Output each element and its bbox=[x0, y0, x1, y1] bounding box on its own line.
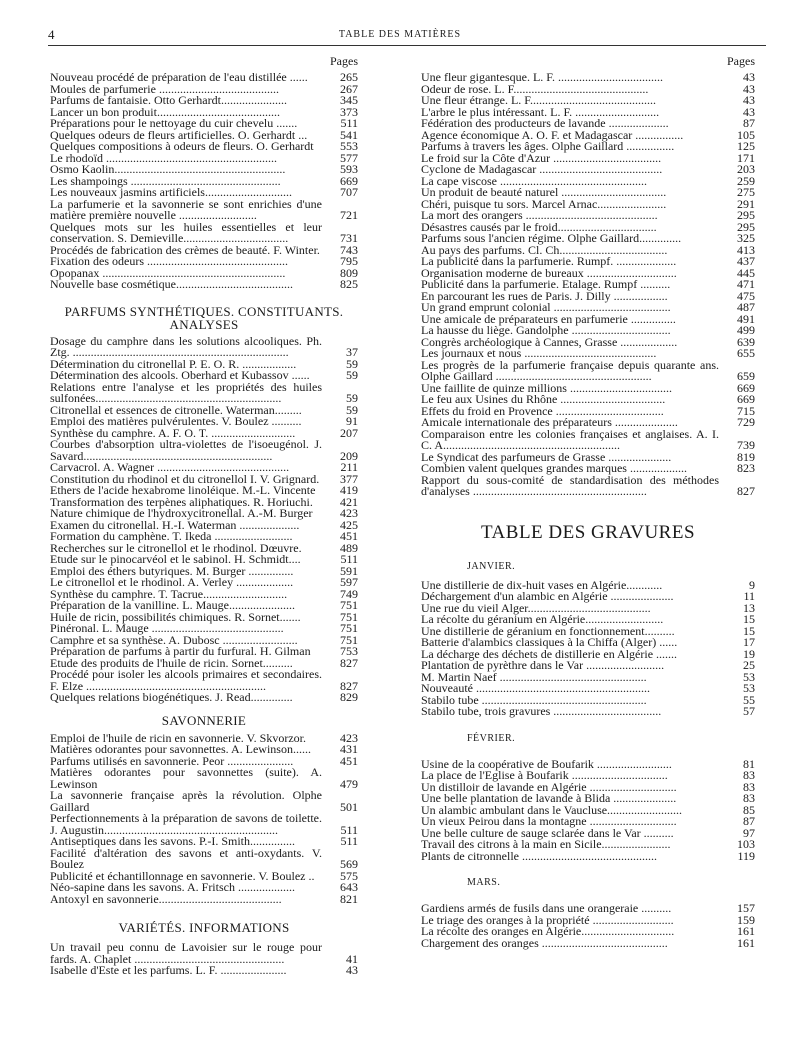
section-title-parfums-synthetiques: PARFUMS SYNTHÉTIQUES. CONSTITUANTS. ANALYSES bbox=[64, 303, 344, 332]
entry-title: Une belle culture de sauge sclarée dans le Var .......... bbox=[421, 825, 674, 840]
entry-title: Quelques compositions à odeurs de fleurs. O. Gerhardt bbox=[50, 139, 314, 153]
entry-title: Pinéronal. L. Mauge ............................................ bbox=[50, 621, 284, 635]
toc-entry bbox=[421, 848, 755, 863]
entry-title: Les journaux et nous ............................................ bbox=[421, 346, 657, 360]
header-rule bbox=[48, 45, 766, 46]
entry-title: Synthèse du camphre. A. F. O. T. ............................ bbox=[50, 425, 296, 440]
entry-page-number: 445 bbox=[737, 265, 755, 280]
entry-page-number: 295 bbox=[737, 219, 755, 234]
entry-page-number: 639 bbox=[737, 334, 755, 349]
entry-title: Organisation moderne de bureaux .............................. bbox=[421, 265, 677, 280]
entry-page-number: 431 bbox=[340, 742, 358, 756]
entry-title: Parfums à travers les âges. Olphe Gaillard ................ bbox=[421, 139, 675, 153]
entry-title: Huile de ricin, possibilités chimiques. R. Sornet....... bbox=[50, 609, 301, 624]
entry-title: Ethers de l'acide hexabrome linoléique. M.-L. Vincente bbox=[50, 483, 316, 497]
section-title-savonnerie: SAVONNERIE bbox=[161, 712, 247, 728]
entry-page-number: 425 bbox=[340, 517, 358, 532]
entry-title: Préparation de parfums à partir du furfural. H. Gilman bbox=[50, 644, 311, 658]
toc-entry bbox=[50, 942, 358, 965]
entry-page-number: 325 bbox=[737, 231, 755, 245]
toc-list bbox=[421, 903, 755, 949]
entry-page-number: 119 bbox=[737, 848, 755, 863]
entry-title: Formation du camphène. T. Ikeda .......................... bbox=[50, 529, 293, 543]
entry-page-number: 593 bbox=[340, 162, 358, 176]
entry-page-number: 729 bbox=[737, 415, 755, 429]
table-des-gravures-title: TABLE DES GRAVURES bbox=[480, 521, 696, 543]
entry-title: Désastres causés par le froid................................. bbox=[421, 219, 657, 234]
entry-page-number: 451 bbox=[340, 529, 358, 543]
entry-page-number: 87 bbox=[743, 116, 755, 130]
entry-page-number: 265 bbox=[340, 70, 358, 84]
entry-title: Plantation de pyrèthre dans le Var .......................... bbox=[421, 658, 665, 672]
entry-title: Courbes d'absorption ultra-violettes de l'isoeugénol. J. Savard............................................................... bbox=[50, 437, 322, 463]
entry-page-number: 43 bbox=[743, 93, 755, 107]
entry-title: Procédés de fabrication des crèmes de beauté. F. Winter. bbox=[50, 242, 320, 257]
entry-page-number: 499 bbox=[737, 323, 755, 337]
entry-title: Matières odorantes pour savonnettes (suite). A. Lewinson bbox=[50, 765, 322, 791]
entry-title: Plants de citronnelle ............................................. bbox=[421, 848, 657, 863]
entry-page-number: 43 bbox=[743, 104, 755, 119]
entry-page-number: 511 bbox=[340, 552, 358, 566]
toc-entry bbox=[50, 790, 358, 813]
entry-title: La décharge des déchets de distillerie en Algérie ....... bbox=[421, 646, 678, 661]
toc-list bbox=[50, 72, 358, 291]
entry-title: Publicité dans la parfumerie. Etalage. Rumpf .......... bbox=[421, 277, 671, 291]
entry-page-number: 643 bbox=[340, 880, 358, 894]
entry-title: Chéri, puisque tu sors. Marcel Arnac....................... bbox=[421, 196, 667, 211]
entry-title: La publicité dans la parfumerie. Rumpf. .................... bbox=[421, 254, 677, 268]
entry-page-number: 419 bbox=[340, 483, 358, 497]
entry-title: Moules de parfumerie ........................................ bbox=[50, 81, 279, 96]
entry-title: Carvacrol. A. Wagner ............................................ bbox=[50, 460, 290, 474]
toc-entry bbox=[50, 439, 358, 462]
entry-page-number: 743 bbox=[340, 242, 358, 257]
toc-list bbox=[50, 333, 358, 704]
entry-page-number: 171 bbox=[737, 150, 755, 165]
entry-page-number: 715 bbox=[737, 403, 755, 418]
entry-title: Opopanax ............................................................. bbox=[50, 265, 286, 280]
entry-page-number: 413 bbox=[737, 242, 755, 257]
entry-page-number: 59 bbox=[346, 356, 358, 371]
entry-title: Un alambic ambulant dans le Vaucluse......................... bbox=[421, 802, 683, 817]
entry-page-number: 295 bbox=[737, 208, 755, 222]
entry-title: Une distillerie de dix-huit vases en Algérie............ bbox=[421, 577, 663, 592]
entry-title: Fédération des producteurs de lavande .................... bbox=[421, 116, 669, 130]
toc-entry bbox=[50, 379, 358, 405]
entry-title: Nouvelle base cosmétique....................................... bbox=[50, 277, 293, 291]
entry-page-number: 827 bbox=[737, 484, 755, 498]
entry-page-number: 275 bbox=[737, 185, 755, 199]
entry-title: Une amicale de préparateurs en parfumerie ............... bbox=[421, 311, 676, 326]
entry-page-number: 437 bbox=[737, 254, 755, 268]
month-heading-mars: MARS. bbox=[467, 877, 501, 888]
entry-page-number: 53 bbox=[743, 681, 755, 695]
entry-page-number: 821 bbox=[340, 891, 358, 906]
entry-title: Procédé pour isoler les alcools primaires et secondaires. F. Elze ............................................................ bbox=[50, 667, 322, 693]
toc-entry bbox=[50, 813, 358, 836]
entry-title: Stabilo tube ....................................................... bbox=[421, 692, 647, 707]
entry-page-number: 209 bbox=[340, 448, 358, 463]
entry-title: Citronellal et essences de citronelle. Waterman......... bbox=[50, 402, 302, 417]
entry-page-number: 87 bbox=[743, 814, 755, 828]
entry-title: Constitution du rhodinol et du citronellol I. V. Grignard. bbox=[50, 471, 320, 486]
entry-page-number: 105 bbox=[737, 127, 755, 142]
entry-title: Une faillite de quinze millions .................................. bbox=[421, 380, 672, 395]
entry-title: Préparations pour le nettoyage du cuir chevelu ....... bbox=[50, 116, 298, 130]
entry-title: Nouveauté .......................................................... bbox=[421, 681, 650, 695]
entry-title: Gardiens armés de fusils dans une orangeraie .......... bbox=[421, 901, 672, 915]
entry-title: La savonnerie française après la révolution. Olphe Gaillard bbox=[50, 788, 322, 814]
entry-title: Combien valent quelques grandes marques ................... bbox=[421, 461, 687, 475]
entry-page-number: 15 bbox=[743, 612, 755, 626]
entry-title: Un distilloir de lavande en Algérie ............................. bbox=[421, 779, 677, 794]
entry-title: Au pays des parfums. Cl. Ch.................................... bbox=[421, 242, 668, 257]
entry-title: La parfumerie et la savonnerie se sont enrichies d'une matière première nouvelle .......................... bbox=[50, 196, 322, 222]
entry-page-number: 825 bbox=[340, 277, 358, 291]
entry-title: Néo-sapine dans les savons. A. Fritsch ................... bbox=[50, 880, 295, 894]
entry-page-number: 97 bbox=[743, 825, 755, 840]
entry-page-number: 569 bbox=[340, 857, 358, 871]
entry-title: En parcourant les rues de Paris. J. Dilly .................. bbox=[421, 288, 668, 303]
toc-entry bbox=[421, 706, 755, 718]
entry-title: Une distillerie de géranium en fonctionnement.......... bbox=[421, 623, 675, 638]
toc-entry bbox=[50, 692, 358, 704]
entry-page-number: 749 bbox=[340, 586, 358, 601]
entry-page-number: 575 bbox=[340, 868, 358, 883]
entry-title: Lancer un bon produit......................................... bbox=[50, 104, 280, 119]
entry-title: Agence économique A. O. F. et Madagascar ................ bbox=[421, 127, 684, 142]
entry-title: M. Martin Naef ................................................. bbox=[421, 669, 647, 684]
entry-title: Une belle plantation de lavande à Blida ..................... bbox=[421, 791, 677, 805]
entry-title: La récolte du géranium en Algérie.......................... bbox=[421, 612, 664, 626]
entry-title: Transformation des terpènes aliphatiques. R. Horiuchi. bbox=[50, 494, 313, 509]
entry-title: Effets du froid en Provence .................................... bbox=[421, 403, 664, 418]
entry-page-number: 471 bbox=[737, 277, 755, 291]
entry-title: Stabilo tube, trois gravures .................................... bbox=[421, 704, 662, 718]
entry-page-number: 203 bbox=[737, 162, 755, 176]
right-column bbox=[421, 54, 755, 949]
page-number: 4 bbox=[48, 27, 55, 42]
toc-list bbox=[421, 577, 755, 718]
entry-title: Déchargement d'un alambic en Algérie ..................... bbox=[421, 589, 674, 603]
entry-title: Détermination des alcools. Oberhard et Kubassov ...... bbox=[50, 368, 310, 382]
entry-title: La place de l'Eglise à Boufarik ................................ bbox=[421, 768, 668, 782]
entry-page-number: 591 bbox=[340, 563, 358, 578]
entry-page-number: 13 bbox=[743, 600, 755, 615]
entry-page-number: 373 bbox=[340, 104, 358, 119]
entry-page-number: 159 bbox=[737, 912, 755, 927]
entry-page-number: 377 bbox=[340, 471, 358, 486]
entry-title: Quelques odeurs de fleurs artificielles. O. Gerhardt ... bbox=[50, 127, 308, 142]
entry-page-number: 541 bbox=[340, 127, 358, 142]
entry-title: Chargement des oranges .......................................... bbox=[421, 935, 668, 950]
entry-title: Le citronellol et le rhodinol. A. Verley ................... bbox=[50, 575, 294, 589]
entry-page-number: 489 bbox=[340, 540, 358, 555]
entry-title: Une fleur étrange. L. F.......................................... bbox=[421, 93, 656, 107]
entry-title: Un vieux Peirou dans la montagne ............................. bbox=[421, 814, 677, 828]
entry-title: Le Syndicat des parfumeurs de Grasse ..................... bbox=[421, 449, 672, 464]
toc-list bbox=[50, 942, 358, 977]
entry-title: Examen du citronellal. H.-I. Waterman .................... bbox=[50, 517, 300, 532]
entry-page-number: 267 bbox=[340, 81, 358, 96]
entry-page-number: 53 bbox=[743, 669, 755, 684]
entry-page-number: 479 bbox=[340, 776, 358, 791]
section-title-varietes: VARIÉTÉS. INFORMATIONS bbox=[118, 920, 290, 935]
entry-page-number: 59 bbox=[346, 368, 358, 382]
entry-title: Antiseptiques dans les savons. P.-I. Smith............... bbox=[50, 834, 295, 848]
entry-page-number: 211 bbox=[340, 460, 358, 474]
entry-title: Fixation des odeurs ............................................... bbox=[50, 254, 288, 268]
entry-title: Batterie d'alambics classiques à la Chiffa (Alger) ...... bbox=[421, 635, 678, 649]
toc-entry bbox=[50, 219, 358, 245]
entry-title: Travail des citrons à la main en Sicile....................... bbox=[421, 837, 671, 851]
entry-page-number: 655 bbox=[737, 346, 755, 360]
entry-page-number: 751 bbox=[340, 598, 358, 612]
toc-entry bbox=[421, 357, 755, 383]
toc-entry bbox=[50, 279, 358, 291]
entry-title: Les nouveaux jasmins artificiels............................. bbox=[50, 185, 292, 199]
entry-title: Emploi des matières pulvérulentes. V. Boulez .......... bbox=[50, 414, 302, 428]
toc-entry bbox=[50, 767, 358, 790]
entry-title: Matières odorantes pour savonnettes. A. Lewinson...... bbox=[50, 742, 311, 756]
entry-title: Quelques relations biogénétiques. J. Read.............. bbox=[50, 690, 293, 704]
entry-page-number: 55 bbox=[743, 692, 755, 707]
entry-page-number: 829 bbox=[340, 690, 358, 704]
entry-page-number: 577 bbox=[340, 150, 358, 165]
entry-page-number: 423 bbox=[340, 730, 358, 745]
entry-page-number: 43 bbox=[743, 70, 755, 84]
entry-title: La hausse du liège. Gandolphe ................................. bbox=[421, 323, 671, 337]
entry-page-number: 795 bbox=[340, 254, 358, 268]
entry-title: Perfectionnements à la préparation de savons de toilette. J. Augustin.......................................................... bbox=[50, 811, 322, 837]
toc-entry bbox=[50, 965, 358, 977]
running-title: TABLE DES MATIÈRES bbox=[338, 29, 462, 40]
entry-page-number: 291 bbox=[737, 196, 755, 211]
entry-title: Rapport du sous-comité de standardisation des méthodes d'analyses .......................................................... bbox=[421, 472, 719, 498]
entry-page-number: 823 bbox=[737, 461, 755, 475]
entry-page-number: 59 bbox=[346, 402, 358, 417]
entry-title: Camphre et sa synthèse. A. Dubosc ......................... bbox=[50, 632, 298, 647]
entry-page-number: 345 bbox=[340, 93, 358, 107]
pages-label: Pages bbox=[727, 54, 755, 68]
entry-page-number: 25 bbox=[743, 658, 755, 672]
entry-page-number: 809 bbox=[340, 265, 358, 280]
entry-title: La cape viscose ................................................. bbox=[421, 173, 647, 188]
entry-page-number: 819 bbox=[737, 449, 755, 464]
entry-title: Dosage du camphre dans les solutions alcooliques. Ph. Ztg. ........................................................................ bbox=[50, 333, 322, 359]
entry-title: Odeur de rose. L. F............................................. bbox=[421, 81, 649, 96]
entry-page-number: 511 bbox=[340, 116, 358, 130]
entry-page-number: 597 bbox=[340, 575, 358, 589]
entry-page-number: 83 bbox=[743, 768, 755, 782]
entry-title: Un grand emprunt colonial ....................................... bbox=[421, 300, 671, 314]
entry-title: Le triage des oranges à la propriété ........................... bbox=[421, 912, 674, 927]
entry-page-number: 739 bbox=[737, 438, 755, 452]
entry-page-number: 83 bbox=[743, 779, 755, 794]
entry-page-number: 553 bbox=[340, 139, 358, 153]
entry-page-number: 731 bbox=[340, 231, 358, 245]
entry-title: Une rue du vieil Alger......................................... bbox=[421, 600, 651, 615]
entry-title: Nouveau procédé de préparation de l'eau distillée ...... bbox=[50, 70, 308, 84]
entry-page-number: 451 bbox=[340, 753, 358, 768]
entry-page-number: 43 bbox=[346, 963, 358, 977]
entry-title: Le rhodoïd ......................................................... bbox=[50, 150, 277, 165]
entry-title: Un produit de beauté naturel ................................... bbox=[421, 185, 667, 199]
entry-title: Isabelle d'Este et les parfums. L. F. ...................... bbox=[50, 963, 287, 977]
entry-page-number: 491 bbox=[737, 311, 755, 326]
entry-page-number: 17 bbox=[743, 635, 755, 649]
entry-title: Synthèse du camphre. T. Tacrue............................ bbox=[50, 586, 288, 601]
entry-page-number: 37 bbox=[346, 345, 358, 359]
entry-title: Relations entre l'analyse et les propriétés des huiles sulfonées.............................................................. bbox=[50, 379, 322, 405]
entry-page-number: 511 bbox=[340, 822, 358, 837]
entry-page-number: 669 bbox=[340, 173, 358, 188]
entry-page-number: 85 bbox=[743, 802, 755, 817]
entry-title: Usine de la coopérative de Boufarik ......................... bbox=[421, 756, 672, 771]
toc-entry bbox=[50, 196, 358, 222]
entry-page-number: 827 bbox=[340, 655, 358, 670]
entry-page-number: 125 bbox=[737, 139, 755, 153]
entry-page-number: 501 bbox=[340, 799, 358, 814]
toc-entry bbox=[421, 935, 755, 950]
entry-page-number: 157 bbox=[737, 901, 755, 915]
entry-title: La mort des orangers ............................................ bbox=[421, 208, 658, 222]
entry-title: Parfums utilisés en savonnerie. Peor ...................... bbox=[50, 753, 294, 768]
entry-title: Cyclone de Madagascar ......................................... bbox=[421, 162, 663, 176]
entry-title: Emploi des éthers butyriques. M. Burger ............... bbox=[50, 563, 294, 578]
entry-title: L'arbre le plus intéressant. L. F. ............................ bbox=[421, 104, 660, 119]
entry-title: Amicale internationale des préparateurs ..................... bbox=[421, 415, 678, 429]
entry-title: Le feu aux Usines du Rhône ................................... bbox=[421, 392, 666, 406]
entry-page-number: 511 bbox=[340, 834, 358, 848]
entry-title: Les shampoings .................................................. bbox=[50, 173, 281, 188]
entry-page-number: 11 bbox=[743, 589, 755, 603]
entry-page-number: 487 bbox=[737, 300, 755, 314]
toc-entry bbox=[50, 333, 358, 359]
toc-entry bbox=[50, 845, 358, 871]
entry-page-number: 753 bbox=[340, 644, 358, 658]
entry-page-number: 659 bbox=[737, 369, 755, 383]
entry-page-number: 259 bbox=[737, 173, 755, 188]
entry-page-number: 207 bbox=[340, 425, 358, 440]
pages-label: Pages bbox=[330, 54, 358, 68]
entry-title: Recherches sur le citronellol et le rhodinol. Dœuvre. bbox=[50, 540, 302, 555]
entry-page-number: 43 bbox=[743, 81, 755, 96]
entry-title: Congrès archéologique à Cannes, Grasse ................... bbox=[421, 334, 678, 349]
entry-title: Un travail peu connu de Lavoisier sur le rouge pour fards. A. Chaplet .................................................. bbox=[50, 940, 322, 966]
toc-list bbox=[421, 72, 755, 498]
entry-title: Quelques mots sur les huiles essentielles et leur conservation. S. Demieville................................... bbox=[50, 219, 322, 245]
entry-page-number: 707 bbox=[340, 185, 358, 199]
entry-page-number: 475 bbox=[737, 288, 755, 303]
entry-page-number: 751 bbox=[340, 609, 358, 624]
entry-title: Parfums de fantaisie. Otto Gerhardt...................... bbox=[50, 93, 287, 107]
entry-title: Nature chimique de l'hydroxycitronellal. A.-M. Burger bbox=[50, 506, 313, 520]
entry-title: Facilité d'altération des savons et anti-oxydants. V. Boulez bbox=[50, 845, 322, 871]
entry-page-number: 751 bbox=[340, 632, 358, 647]
entry-title: Publicité et échantillonnage en savonnerie. V. Boulez .. bbox=[50, 868, 315, 883]
entry-title: Osmo Kaolin......................................................... bbox=[50, 162, 286, 176]
entry-page-number: 103 bbox=[737, 837, 755, 851]
entry-title: Antoxyl en savonnerie......................................... bbox=[50, 891, 282, 906]
entry-page-number: 41 bbox=[346, 951, 358, 966]
toc-entry bbox=[50, 669, 358, 692]
entry-page-number: 721 bbox=[340, 208, 358, 222]
entry-title: Les progrès de la parfumerie française depuis quarante ans. Olphe Gaillard .................................................... bbox=[421, 357, 719, 383]
entry-page-number: 751 bbox=[340, 621, 358, 635]
entry-page-number: 81 bbox=[743, 756, 755, 771]
toc-list bbox=[50, 730, 358, 906]
entry-title: Comparaison entre les colonies françaises et anglaises. A. I. C. A........................................................... bbox=[421, 426, 719, 452]
entry-title: La récolte des oranges en Algérie............................... bbox=[421, 924, 675, 938]
toc-list bbox=[421, 756, 755, 863]
entry-title: Le froid sur la Côte d'Azur .................................... bbox=[421, 150, 662, 165]
entry-title: Détermination du citronellal P. E. O. R. .................. bbox=[50, 356, 297, 371]
toc-entry bbox=[421, 472, 755, 498]
entry-page-number: 9 bbox=[749, 577, 755, 592]
entry-page-number: 669 bbox=[737, 392, 755, 406]
entry-page-number: 423 bbox=[340, 506, 358, 520]
entry-page-number: 827 bbox=[340, 678, 358, 693]
entry-title: Préparation de la vanilline. L. Mauge...................... bbox=[50, 598, 295, 612]
entry-page-number: 91 bbox=[346, 414, 358, 428]
entry-page-number: 161 bbox=[737, 935, 755, 950]
entry-page-number: 161 bbox=[737, 924, 755, 938]
entry-title: Emploi de l'huile de ricin en savonnerie. V. Skvorzor. bbox=[50, 730, 307, 745]
month-heading-fevrier: FÉVRIER. bbox=[467, 732, 516, 744]
entry-page-number: 83 bbox=[743, 791, 755, 805]
entry-title: Etude des produits de l'huile de ricin. Sornet.......... bbox=[50, 655, 293, 670]
entry-title: Une fleur gigantesque. L. F. ................................... bbox=[421, 70, 664, 84]
entry-page-number: 15 bbox=[743, 623, 755, 638]
left-column bbox=[50, 54, 358, 977]
month-heading-janvier: JANVIER. bbox=[467, 560, 516, 572]
toc-entry bbox=[421, 426, 755, 452]
entry-page-number: 421 bbox=[340, 494, 358, 509]
entry-page-number: 57 bbox=[743, 704, 755, 718]
toc-entry bbox=[50, 891, 358, 906]
entry-title: Etude sur le pinocarvéol et le sabinol. H. Schmidt.... bbox=[50, 552, 301, 566]
entry-page-number: 669 bbox=[737, 380, 755, 395]
entry-title: Parfums sous l'ancien régime. Olphe Gaillard.............. bbox=[421, 231, 682, 245]
entry-page-number: 19 bbox=[743, 646, 755, 661]
entry-page-number: 59 bbox=[346, 391, 358, 405]
